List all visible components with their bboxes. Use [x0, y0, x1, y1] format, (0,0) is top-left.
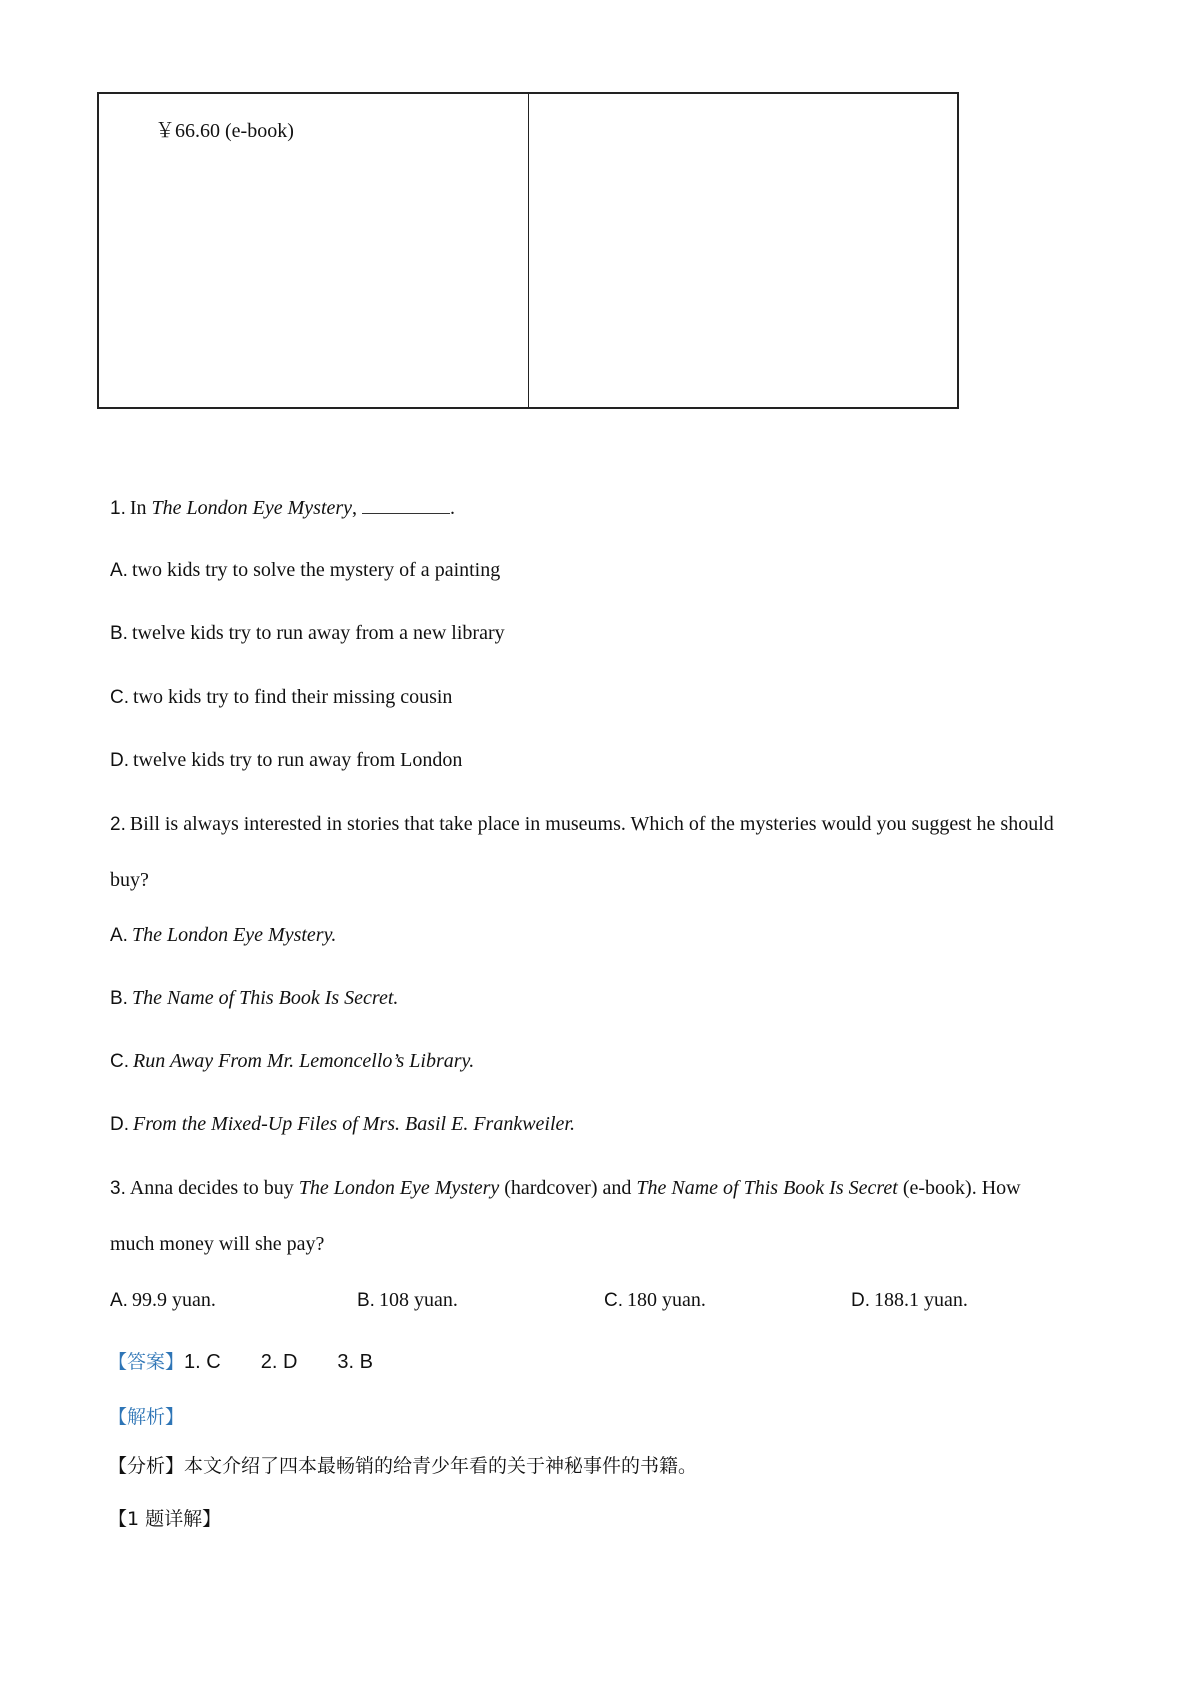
book-info-table	[97, 92, 959, 409]
option-text: two kids try to solve the mystery of a painting	[131, 559, 501, 581]
option-text: 180 yuan.	[627, 1289, 706, 1311]
answer-item: 1. C	[184, 1351, 221, 1373]
question-3-stem-cont	[110, 1232, 324, 1256]
q2-option-d	[110, 1112, 575, 1137]
stem-text: much money will she pay?	[110, 1233, 325, 1255]
stem-text: Anna decides to buy	[129, 1177, 299, 1199]
stem-text: (hardcover) and	[499, 1177, 637, 1199]
option-label: A.	[110, 1290, 128, 1311]
option-label: D.	[110, 750, 129, 771]
option-label: B.	[110, 623, 128, 644]
option-text: The Name of This Book Is Secret.	[131, 987, 399, 1009]
analysis-heading: 【解析】	[108, 1406, 185, 1428]
q3-option-c	[604, 1288, 706, 1313]
option-label: D.	[851, 1290, 870, 1311]
book-title: The London Eye Mystery	[298, 1177, 500, 1199]
analysis-summary	[108, 1454, 697, 1478]
stem-text: In	[129, 497, 152, 519]
option-label: A.	[110, 560, 128, 581]
question-number: 2.	[110, 814, 126, 835]
q2-option-b	[110, 986, 398, 1011]
option-label: C.	[110, 1051, 129, 1072]
q1-option-d	[110, 748, 462, 773]
question-2-stem	[110, 812, 1054, 837]
stem-text: (e-book). How	[897, 1177, 1021, 1199]
q1-option-b	[110, 621, 505, 646]
price-text: ￥66.60 (e-book)	[155, 120, 294, 142]
question-1-stem	[110, 495, 455, 521]
book-title: The Name of This Book Is Secret	[636, 1177, 898, 1199]
option-label: A.	[110, 925, 128, 946]
option-label: C.	[604, 1290, 623, 1311]
question-2-stem-cont	[110, 868, 149, 892]
q1-option-a	[110, 558, 500, 583]
option-text: two kids try to find their missing cousin	[133, 686, 453, 708]
answer-heading: 【答案】	[108, 1351, 185, 1373]
option-text: 188.1 yuan.	[874, 1289, 968, 1311]
stem-text: ,	[352, 497, 363, 519]
stem-text: buy?	[110, 869, 149, 891]
option-label: B.	[110, 988, 128, 1009]
detail-heading: 【1 题详解】	[108, 1508, 222, 1530]
option-label: D.	[110, 1114, 129, 1135]
q2-option-a	[110, 923, 336, 948]
question-number: 3.	[110, 1178, 126, 1199]
option-label: C.	[110, 687, 129, 708]
q2-option-c	[110, 1049, 474, 1074]
question-number: 1.	[110, 498, 126, 519]
q3-option-b	[357, 1288, 458, 1313]
q3-option-a	[110, 1288, 216, 1313]
summary-text: 本文介绍了四本最畅销的给青少年看的关于神秘事件的书籍。	[184, 1455, 698, 1477]
option-label: B.	[357, 1290, 375, 1311]
table-cell-right	[529, 94, 957, 407]
option-text: Run Away From Mr. Lemoncello’s Library.	[133, 1050, 475, 1072]
q3-option-d	[851, 1288, 968, 1313]
option-text: 108 yuan.	[378, 1289, 458, 1311]
option-text: From the Mixed-Up Files of Mrs. Basil E. Frankweiler.	[133, 1113, 575, 1135]
answer-blank	[362, 495, 450, 514]
question-3-stem	[110, 1176, 1021, 1201]
table-cell-left	[99, 94, 529, 407]
answer-item: 3. B	[337, 1351, 373, 1373]
stem-text: .	[450, 497, 456, 519]
stem-text: Bill is always interested in stories that take place in museums. Which of the mysteries would you suggest he should	[129, 813, 1054, 835]
answer-item: 2. D	[260, 1351, 298, 1373]
option-text: The London Eye Mystery.	[131, 924, 337, 946]
option-text: 99.9 yuan.	[131, 1289, 216, 1311]
q1-option-c	[110, 685, 452, 710]
summary-label: 【分析】	[108, 1455, 185, 1477]
option-text: twelve kids try to run away from a new library	[131, 622, 505, 644]
answer-section	[108, 1350, 373, 1374]
book-title: The London Eye Mystery	[151, 497, 353, 519]
option-text: twelve kids try to run away from London	[133, 749, 463, 771]
